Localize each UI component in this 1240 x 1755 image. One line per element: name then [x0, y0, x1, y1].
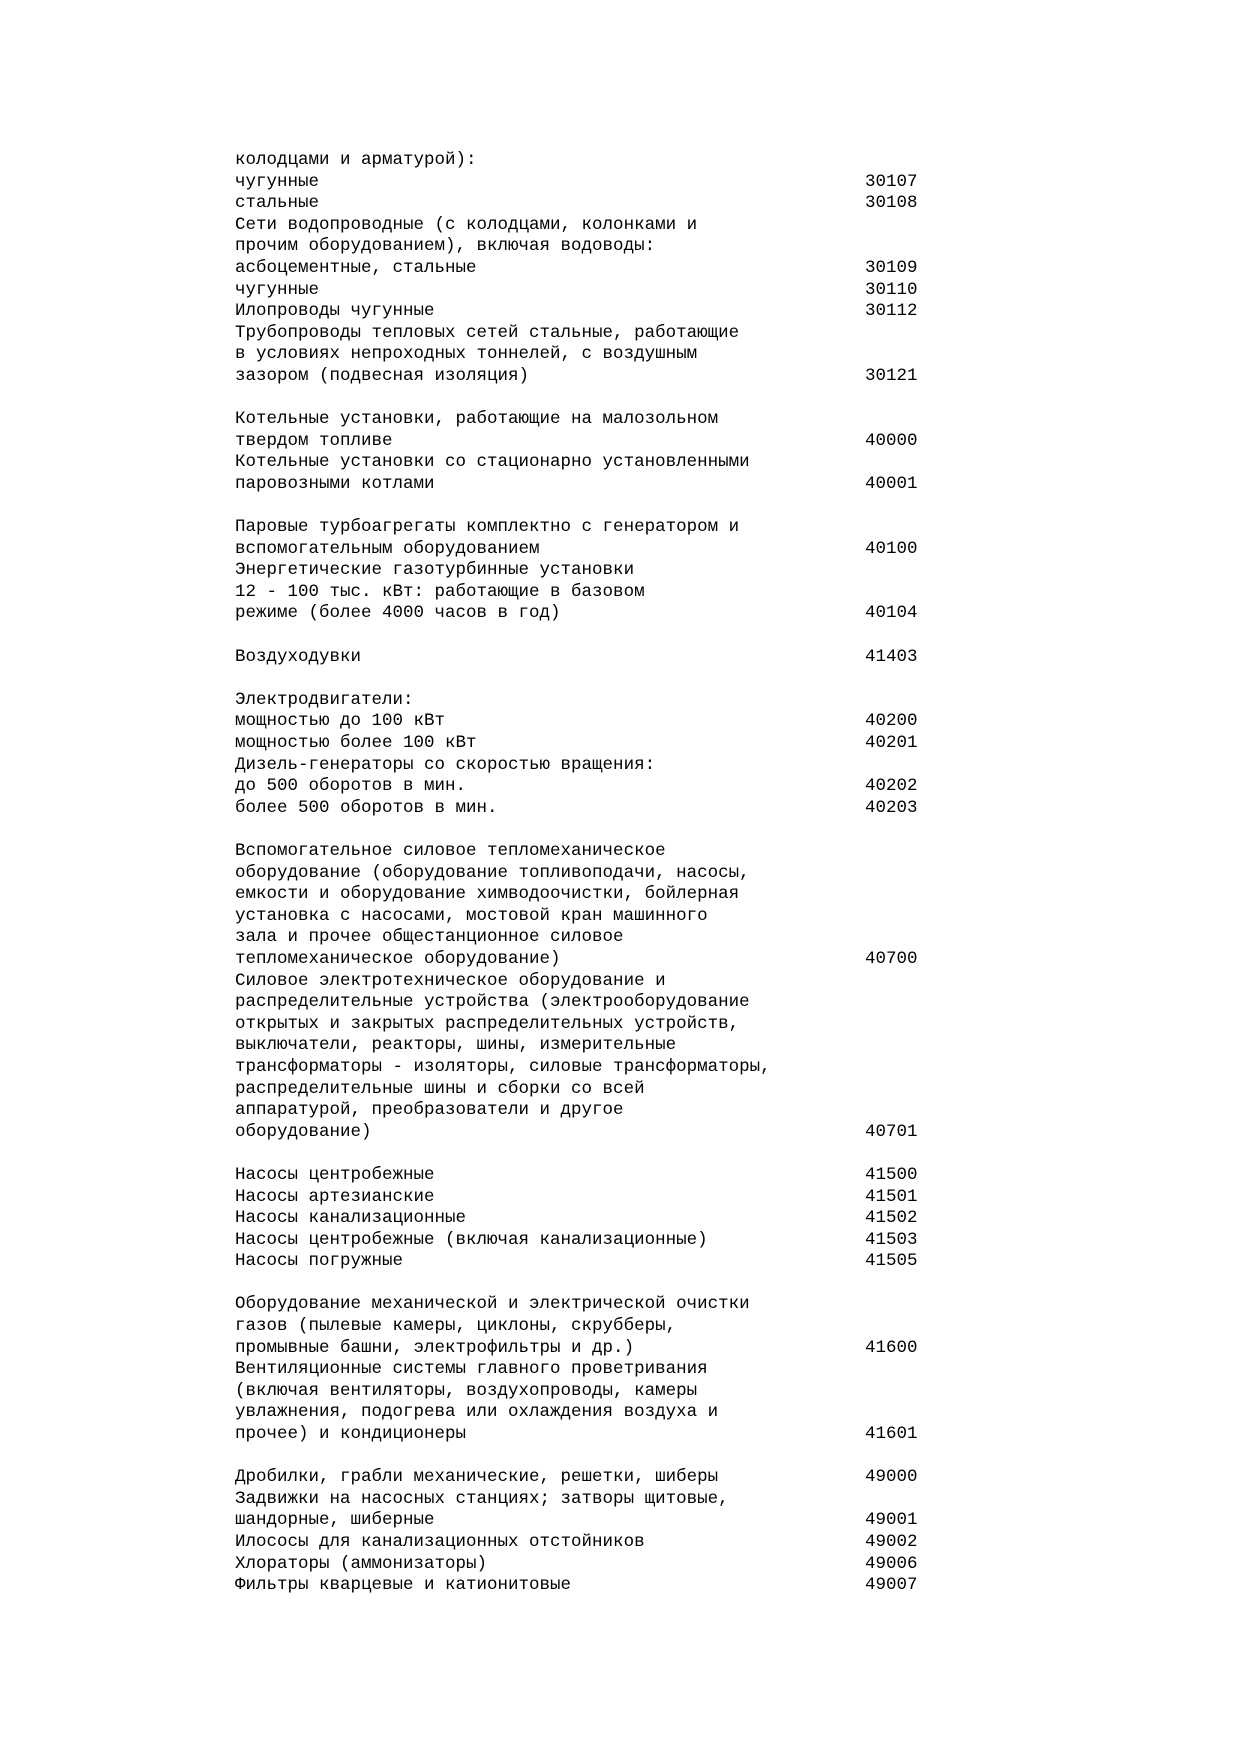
item-description: Насосы центробежные (включая канализационные)	[235, 1229, 708, 1250]
item-code: 49001	[865, 1510, 918, 1531]
item-description: распределительные устройства (электрооборудование	[235, 992, 750, 1013]
listing-row	[235, 539, 925, 561]
item-code: 41601	[865, 1424, 918, 1445]
listing-row	[235, 1014, 925, 1036]
item-description: шандорные, шиберные	[235, 1510, 435, 1531]
item-description: Насосы погружные	[235, 1251, 404, 1272]
listing-row	[235, 1424, 925, 1446]
item-code: 40201	[865, 733, 918, 754]
item-description: прочее) и кондиционеры	[235, 1424, 467, 1445]
item-description: Насосы канализационные	[235, 1208, 467, 1229]
item-code: 40104	[865, 603, 918, 624]
listing-row	[235, 301, 925, 323]
listing-row	[235, 1359, 925, 1381]
listing-row	[235, 733, 925, 755]
item-code: 41403	[865, 646, 918, 667]
listing-row	[235, 517, 925, 539]
item-code: 40202	[865, 776, 918, 797]
blank-line	[235, 625, 925, 647]
listing-row	[235, 323, 925, 345]
listing-row	[235, 1510, 925, 1532]
listing-row	[235, 236, 925, 258]
item-code: 41503	[865, 1229, 918, 1250]
item-description: газов (пылевые камеры, циклоны, скрубберы,	[235, 1316, 677, 1337]
item-description: Вспомогательное силовое тепломеханическое	[235, 841, 666, 861]
item-description: Трубопроводы тепловых сетей стальные, работающие	[235, 322, 740, 343]
code-listing	[235, 150, 925, 1597]
item-description: мощностью более 100 кВт	[235, 733, 477, 754]
listing-row	[235, 755, 925, 777]
listing-row	[235, 1489, 925, 1511]
listing-row	[235, 841, 925, 863]
listing-row	[235, 603, 925, 625]
item-description: колодцами и арматурой):	[235, 150, 477, 170]
listing-row	[235, 711, 925, 733]
item-description: Воздуходувки	[235, 646, 362, 667]
item-description: открытых и закрытых распределительных устройств,	[235, 1013, 740, 1034]
item-description: Котельные установки со стационарно установленными	[235, 452, 750, 473]
item-description: Задвижки на насосных станциях; затворы щитовые,	[235, 1488, 729, 1509]
listing-row	[235, 1057, 925, 1079]
item-description: Оборудование механической и электрической очистки	[235, 1294, 750, 1315]
listing-row	[235, 1035, 925, 1057]
item-code: 49002	[865, 1532, 918, 1552]
item-description: твердом топливе	[235, 430, 393, 451]
listing-row	[235, 1294, 925, 1316]
item-description: Дробилки, грабли механические, решетки, шиберы	[235, 1467, 719, 1488]
listing-row	[235, 172, 925, 194]
item-description: оборудование (оборудование топливоподачи, насосы,	[235, 862, 750, 883]
item-code: 40203	[865, 797, 918, 818]
item-description: Дизель-генераторы со скоростью вращения:	[235, 754, 656, 775]
item-description: прочим оборудованием), включая водоводы:	[235, 236, 656, 257]
listing-row	[235, 1316, 925, 1338]
blank-line	[235, 1446, 925, 1468]
item-description: Вентиляционные системы главного проветривания	[235, 1359, 708, 1380]
listing-row	[235, 992, 925, 1014]
item-code: 40701	[865, 1121, 918, 1142]
item-description: Сети водопроводные (с колодцами, колонками и	[235, 214, 698, 235]
item-description: мощностью до 100 кВт	[235, 711, 446, 732]
item-description: Электродвигатели:	[235, 689, 414, 710]
item-code: 30110	[865, 279, 918, 300]
listing-row	[235, 863, 925, 885]
item-code: 40200	[865, 711, 918, 732]
listing-row	[235, 1251, 925, 1273]
item-description: Илососы для канализационных отстойников	[235, 1532, 645, 1552]
listing-row	[235, 906, 925, 928]
item-description: установка с насосами, мостовой кран машинного	[235, 905, 708, 926]
item-code: 40700	[865, 948, 918, 969]
item-description: до 500 оборотов в мин.	[235, 776, 467, 797]
listing-row	[235, 1381, 925, 1403]
listing-row	[235, 798, 925, 820]
listing-row	[235, 949, 925, 971]
listing-row	[235, 971, 925, 993]
item-description: аппаратурой, преобразователи и другое	[235, 1100, 624, 1121]
listing-row	[235, 1338, 925, 1360]
item-description: в условиях непроходных тоннелей, с воздушным	[235, 344, 698, 365]
item-description: чугунные	[235, 171, 320, 192]
item-code: 30107	[865, 171, 918, 192]
item-code: 49000	[865, 1467, 918, 1488]
item-code: 49006	[865, 1553, 918, 1574]
item-description: Котельные установки, работающие на малозольном	[235, 409, 719, 430]
listing-row	[235, 193, 925, 215]
listing-row	[235, 215, 925, 237]
listing-row	[235, 1122, 925, 1144]
listing-row	[235, 344, 925, 366]
listing-row	[235, 474, 925, 496]
item-code: 49007	[865, 1575, 918, 1596]
blank-line	[235, 819, 925, 841]
item-description: промывные башни, электрофильтры и др.)	[235, 1337, 635, 1358]
listing-row	[235, 1100, 925, 1122]
item-description: асбоцементные, стальные	[235, 257, 477, 278]
item-description: оборудование)	[235, 1121, 372, 1142]
listing-row	[235, 1575, 925, 1597]
listing-row	[235, 582, 925, 604]
item-code: 40001	[865, 473, 918, 494]
listing-row	[235, 258, 925, 280]
blank-line	[235, 668, 925, 690]
item-description: трансформаторы - изоляторы, силовые трансформаторы,	[235, 1056, 771, 1077]
item-description: вспомогательным оборудованием	[235, 538, 540, 559]
item-description: Насосы центробежные	[235, 1164, 435, 1185]
item-code: 41505	[865, 1251, 918, 1272]
item-description: емкости и оборудование химводоочистки, бойлерная	[235, 884, 740, 905]
listing-row	[235, 1554, 925, 1576]
item-code: 41500	[865, 1164, 918, 1185]
item-code: 41501	[865, 1186, 918, 1207]
blank-line	[235, 496, 925, 518]
listing-row	[235, 927, 925, 949]
listing-row	[235, 776, 925, 798]
item-code: 41600	[865, 1337, 918, 1358]
item-description: чугунные	[235, 279, 320, 300]
item-description: распределительные шины и сборки со всей	[235, 1078, 645, 1099]
listing-row	[235, 1467, 925, 1489]
listing-row	[235, 280, 925, 302]
item-description: режиме (более 4000 часов в год)	[235, 603, 561, 624]
listing-row	[235, 1230, 925, 1252]
blank-line	[235, 1143, 925, 1165]
item-description: зала и прочее общестанционное силовое	[235, 927, 624, 948]
listing-row	[235, 1079, 925, 1101]
item-description: стальные	[235, 193, 320, 214]
item-description: зазором (подвесная изоляция)	[235, 365, 530, 386]
item-code: 30108	[865, 193, 918, 214]
item-code: 30112	[865, 301, 918, 322]
listing-row	[235, 150, 925, 172]
item-description: более 500 оборотов в мин.	[235, 797, 498, 818]
item-description: тепломеханическое оборудование)	[235, 948, 561, 969]
item-code: 40000	[865, 430, 918, 451]
listing-row	[235, 560, 925, 582]
item-code: 30109	[865, 257, 918, 278]
item-code: 40100	[865, 538, 918, 559]
listing-row	[235, 1402, 925, 1424]
listing-row	[235, 884, 925, 906]
item-code: 41502	[865, 1208, 918, 1229]
item-description: Энергетические газотурбинные установки	[235, 560, 635, 581]
listing-row	[235, 1187, 925, 1209]
item-description: увлажнения, подогрева или охлаждения воздуха и	[235, 1402, 719, 1423]
item-description: выключатели, реакторы, шины, измерительные	[235, 1035, 677, 1056]
item-description: 12 - 100 тыс. кВт: работающие в базовом	[235, 581, 645, 602]
item-description: Фильтры кварцевые и катионитовые	[235, 1575, 572, 1596]
item-description: Хлораторы (аммонизаторы)	[235, 1553, 488, 1574]
listing-row	[235, 647, 925, 669]
item-description: Силовое электротехническое оборудование и	[235, 970, 666, 991]
listing-row	[235, 1532, 925, 1554]
item-description: Насосы артезианские	[235, 1186, 435, 1207]
blank-line	[235, 388, 925, 410]
listing-row	[235, 366, 925, 388]
listing-row	[235, 409, 925, 431]
item-description: (включая вентиляторы, воздухопроводы, камеры	[235, 1380, 698, 1401]
listing-row	[235, 690, 925, 712]
listing-row	[235, 452, 925, 474]
blank-line	[235, 1273, 925, 1295]
listing-row	[235, 1208, 925, 1230]
listing-row	[235, 431, 925, 453]
item-description: паровозными котлами	[235, 473, 435, 494]
item-code: 30121	[865, 365, 918, 386]
item-description: Паровые турбоагрегаты комплектно с генератором и	[235, 517, 740, 538]
item-description: Илопроводы чугунные	[235, 301, 435, 322]
listing-row	[235, 1165, 925, 1187]
